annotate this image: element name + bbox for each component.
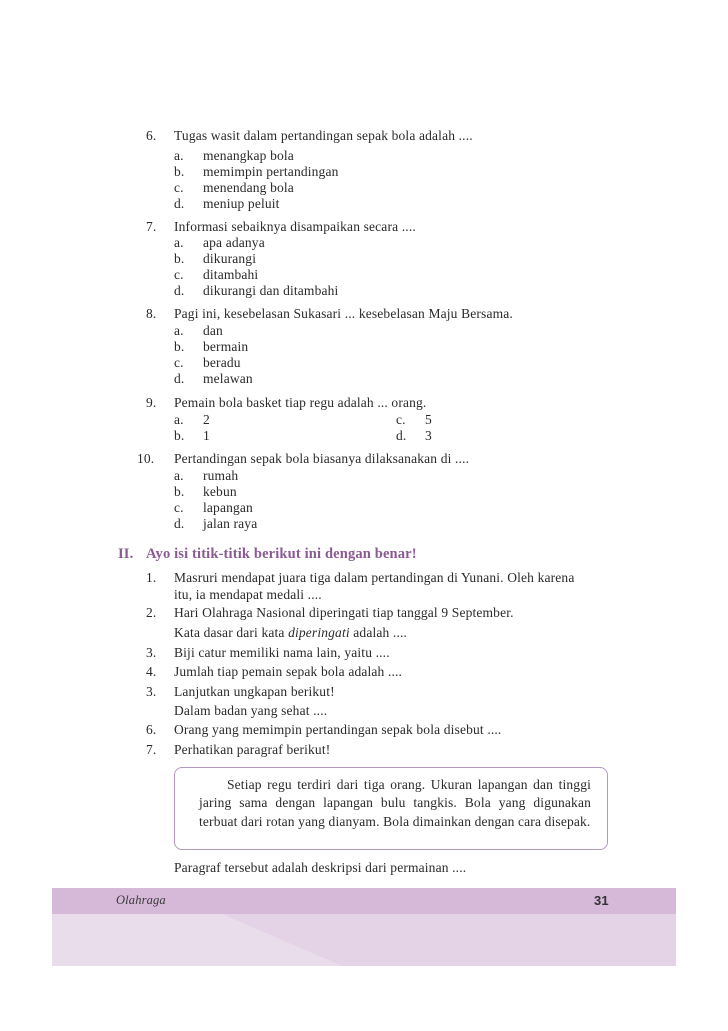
question-stem: Pemain bola basket tiap regu adalah ... orang. — [174, 395, 427, 410]
item-line: itu, ia mendapat medali .... — [174, 587, 322, 602]
option — [174, 484, 614, 500]
question-number: 7. — [146, 219, 157, 234]
section-heading — [118, 546, 417, 563]
option — [174, 371, 614, 387]
option-letter: d. — [174, 196, 185, 211]
item-number: 7. — [146, 742, 157, 757]
option-text: meniup peluit — [203, 196, 280, 211]
option — [174, 164, 614, 180]
item-number: 4. — [146, 664, 157, 679]
option — [174, 180, 614, 196]
option — [174, 323, 614, 339]
option-letter: a. — [174, 412, 184, 427]
option-text: dikurangi — [203, 251, 257, 266]
item-line: Orang yang memimpin pertandingan sepak bola disebut .... — [174, 722, 502, 737]
closing-text: Paragraf tersebut adalah deskripsi dari permainan .... — [174, 860, 467, 875]
item-line: Lanjutkan ungkapan berikut! — [174, 684, 335, 699]
option — [174, 148, 614, 164]
emphasized-word: diperingati — [288, 625, 350, 640]
footer-book-title: Olahraga — [116, 893, 166, 907]
option-text: memimpin pertandingan — [203, 164, 339, 179]
option-letter: c. — [174, 355, 184, 370]
text: adalah .... — [349, 625, 408, 640]
page-number: 31 — [594, 893, 609, 908]
option-text: 1 — [203, 428, 210, 443]
option-letter: a. — [174, 148, 184, 163]
item-line: Biji catur memiliki nama lain, yaitu .... — [174, 645, 390, 660]
question-number: 9. — [146, 395, 157, 410]
paragraph-text: Setiap regu terdiri dari tiga orang. Ukuran lapangan dan tinggi jaring sama dengan lapangan bulu tangkis. Bola yang digunakan terbuat dari rotan yang dianyam. Bola dimainkan dengan cara disepak. — [199, 777, 591, 829]
item-number: 3. — [146, 645, 157, 660]
option-letter: b. — [174, 484, 185, 499]
option-row — [174, 412, 614, 428]
option-letter: b. — [174, 428, 185, 443]
item-line: Masruri mendapat juara tiga dalam pertandingan di Yunani. Oleh karena — [174, 570, 575, 585]
option — [174, 516, 614, 532]
option-text: kebun — [203, 484, 237, 499]
item-number: 6. — [146, 722, 157, 737]
item-line-with-emphasis — [174, 625, 624, 642]
text: Kata dasar dari kata — [174, 625, 289, 640]
option-letter: b. — [174, 251, 185, 266]
option-text: apa adanya — [203, 235, 265, 250]
item-number: 3. — [146, 684, 157, 699]
item-number: 1. — [146, 570, 157, 585]
question-stem: Informasi sebaiknya disampaikan secara .... — [174, 219, 416, 234]
option-row — [174, 428, 614, 444]
option-text: ditambahi — [203, 267, 259, 282]
option-text: dan — [203, 323, 223, 338]
option — [174, 283, 614, 299]
item-line: Perhatikan paragraf berikut! — [174, 742, 331, 757]
option-letter: d. — [174, 283, 185, 298]
option-text: 5 — [425, 412, 432, 427]
option — [174, 468, 614, 484]
option — [174, 235, 614, 251]
section-title-text: Ayo isi titik-titik berikut ini dengan benar! — [146, 546, 417, 562]
paragraph-box — [174, 767, 608, 850]
option-letter: c. — [174, 267, 184, 282]
item-line: Hari Olahraga Nasional diperingati tiap tanggal 9 September. — [174, 605, 514, 620]
question-stem: Tugas wasit dalam pertandingan sepak bola adalah .... — [174, 128, 473, 143]
question-number: 8. — [146, 306, 157, 321]
option-text: menendang bola — [203, 180, 294, 195]
option-letter: a. — [174, 235, 184, 250]
question-stem: Pertandingan sepak bola biasanya dilaksanakan di .... — [174, 451, 470, 466]
option-letter: a. — [174, 468, 184, 483]
option-text: bermain — [203, 339, 249, 354]
option-text: melawan — [203, 371, 253, 386]
option — [174, 339, 614, 355]
option — [174, 355, 614, 371]
option-text: lapangan — [203, 500, 253, 515]
item-line: Jumlah tiap pemain sepak bola adalah .... — [174, 664, 403, 679]
option-text: dikurangi dan ditambahi — [203, 283, 339, 298]
option-text: beradu — [203, 355, 241, 370]
section-roman-numeral: II. — [118, 546, 134, 562]
option-letter: d. — [174, 371, 185, 386]
option-letter: b. — [174, 339, 185, 354]
item-number: 2. — [146, 605, 157, 620]
option — [174, 500, 614, 516]
option-text: 2 — [203, 412, 210, 427]
option — [174, 267, 614, 283]
option-text: jalan raya — [203, 516, 258, 531]
option-text: menangkap bola — [203, 148, 294, 163]
option-letter: d. — [396, 428, 407, 443]
option — [174, 251, 614, 267]
option — [174, 196, 614, 212]
option-letter: c. — [174, 500, 184, 515]
item-line: Dalam badan yang sehat .... — [174, 703, 328, 718]
option-text: rumah — [203, 468, 239, 483]
question-number: 6. — [146, 128, 157, 143]
option-letter: a. — [174, 323, 184, 338]
option-letter: c. — [396, 412, 406, 427]
option-text: 3 — [425, 428, 432, 443]
option-letter: d. — [174, 516, 185, 531]
question-stem: Pagi ini, kesebelasan Sukasari ... kesebelasan Maju Bersama. — [174, 306, 513, 321]
option-letter: c. — [174, 180, 184, 195]
option-letter: b. — [174, 164, 185, 179]
question-number: 10. — [137, 451, 155, 466]
